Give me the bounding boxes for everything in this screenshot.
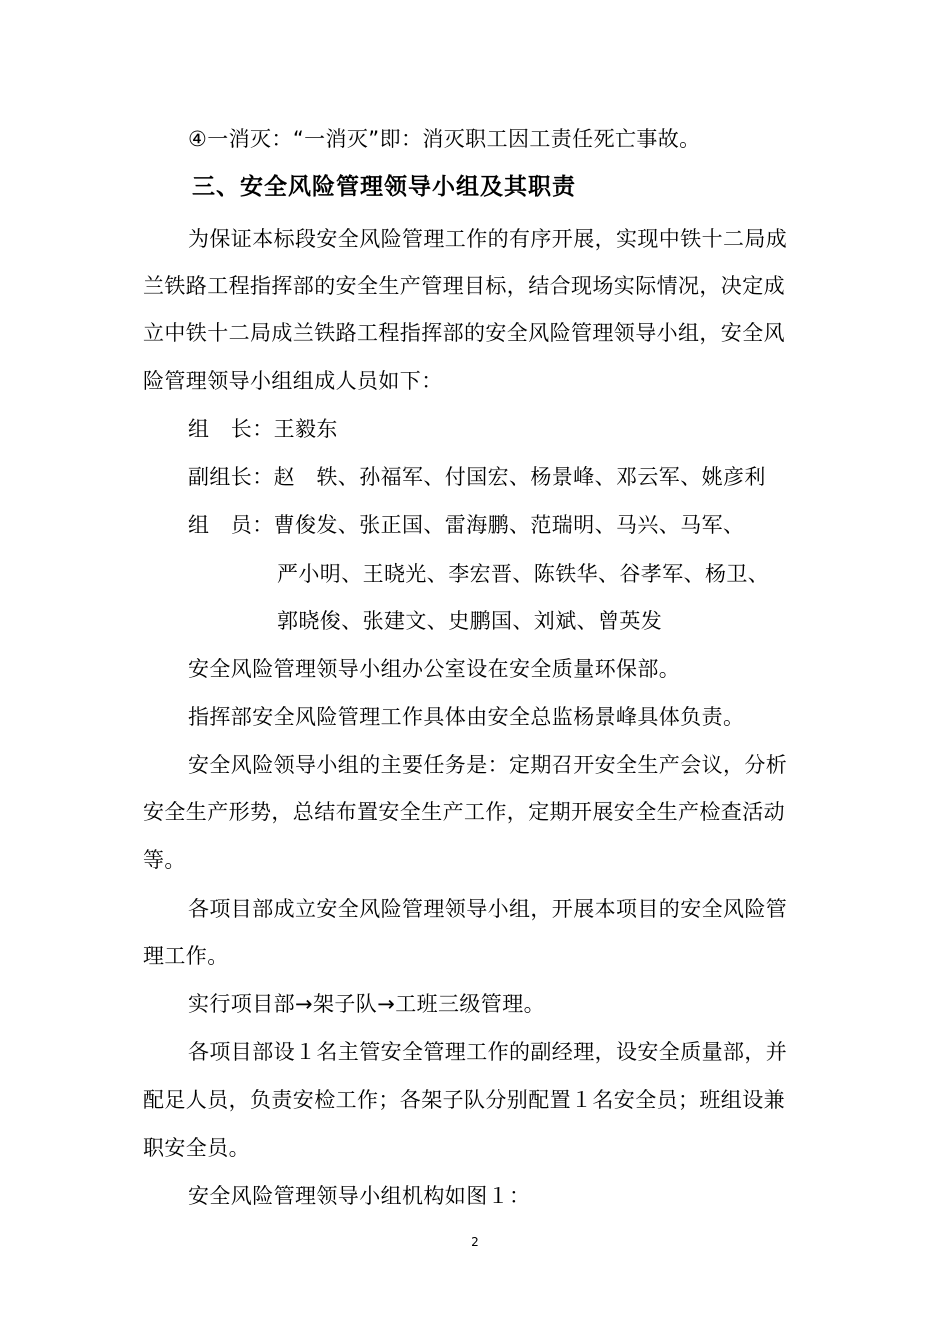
text-line: 组 长：王毅东 xyxy=(188,417,338,441)
text-line: 指挥部安全风险管理工作具体由安全总监杨景峰具体负责。 xyxy=(188,705,745,729)
text-line: 安全生产形势，总结布置安全生产工作，定期开展安全生产检查活动 xyxy=(143,800,785,824)
text-line: 等。 xyxy=(143,848,186,872)
text-line: 安全风险管理领导小组机构如图１： xyxy=(188,1184,531,1208)
text-line: 职安全员。 xyxy=(143,1136,250,1160)
text-line: 实行项目部→架子队→工班三级管理。 xyxy=(188,992,545,1016)
section-heading: 三、安全风险管理领导小组及其职责 xyxy=(192,174,576,200)
text-line: 为保证本标段安全风险管理工作的有序开展，实现中铁十二局成 xyxy=(188,227,788,251)
page-number: 2 xyxy=(471,1235,479,1249)
text-line: 各项目部成立安全风险管理领导小组，开展本项目的安全风险管 xyxy=(188,897,788,921)
text-line: ④一消灭：“一消灭”即：消灭职工因工责任死亡事故。 xyxy=(188,127,701,151)
text-line: 各项目部设１名主管安全管理工作的副经理，设安全质量部，并 xyxy=(188,1040,788,1064)
text-line: 理工作。 xyxy=(143,944,229,968)
text-line: 配足人员，负责安检工作；各架子队分别配置１名安全员；班组设兼 xyxy=(143,1088,785,1112)
text-line: 立中铁十二局成兰铁路工程指挥部的安全风险管理领导小组，安全风 xyxy=(143,321,785,345)
text-line: 组 员：曹俊发、张正国、雷海鹏、范瑞明、马兴、马军、 xyxy=(188,513,745,537)
text-line: 郭晓俊、张建文、史鹏国、刘斌、曾英发 xyxy=(277,609,663,633)
text-line: 安全风险领导小组的主要任务是：定期召开安全生产会议，分析 xyxy=(188,753,788,777)
text-line: 安全风险管理领导小组办公室设在安全质量环保部。 xyxy=(188,657,681,681)
text-line: 兰铁路工程指挥部的安全生产管理目标，结合现场实际情况，决定成 xyxy=(143,274,785,298)
text-line: 险管理领导小组组成人员如下： xyxy=(143,369,443,393)
text-line: 副组长：赵 轶、孙福军、付国宏、杨景峰、邓云军、姚彦利 xyxy=(188,465,766,489)
text-line: 严小明、王晓光、李宏晋、陈铁华、谷孝军、杨卫、 xyxy=(277,562,770,586)
